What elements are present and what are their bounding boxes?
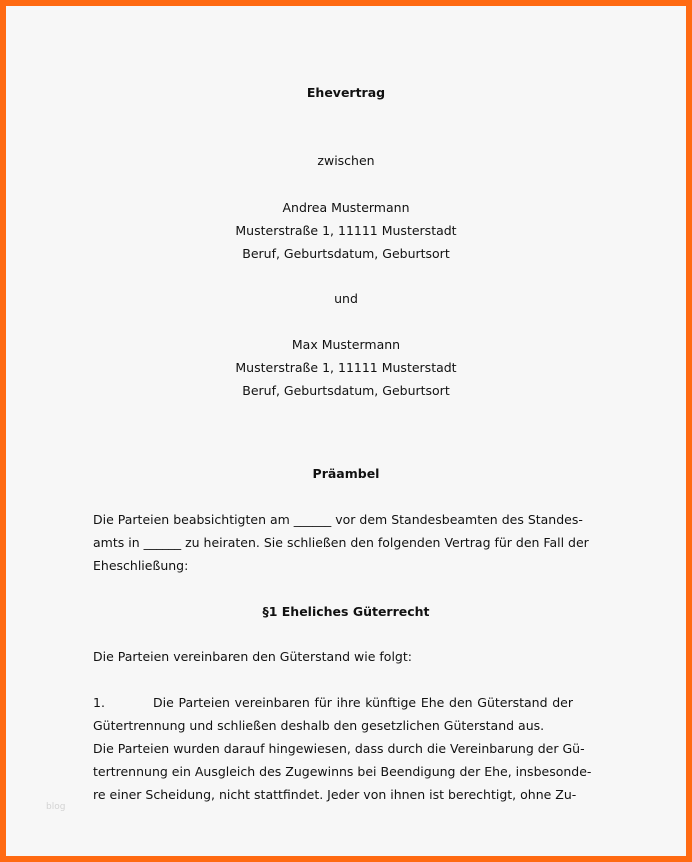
item-line: tertrennung ein Ausgleich des Zugewinns bei Beendigung der Ehe, insbesonde- (93, 764, 592, 779)
party1-address: Musterstraße 1, 11111 Musterstadt (235, 223, 457, 238)
preamble-line: Eheschließung: (93, 558, 189, 573)
item-line: Gütertrennung und schließen deshalb den gesetzlichen Güterstand aus. (93, 718, 545, 733)
preamble-line: amts in ______ zu heiraten. Sie schließen den folgenden Vertrag für den Fall der (93, 535, 589, 550)
and-text: und (334, 291, 358, 306)
watermark: blog (46, 802, 66, 812)
party1-details: Beruf, Geburtsdatum, Geburtsort (242, 246, 450, 261)
party1-name: Andrea Mustermann (282, 200, 410, 215)
preamble-heading: Präambel (312, 466, 380, 481)
document-page (6, 6, 686, 856)
section1-intro (93, 645, 573, 668)
item-line: Die Parteien vereinbaren für ihre künftige Ehe den Güterstand der (153, 695, 573, 710)
party2-address: Musterstraße 1, 11111 Musterstadt (235, 360, 457, 375)
section1-intro-text: Die Parteien vereinbaren den Güterstand wie folgt: (93, 649, 412, 664)
section1-heading: §1 Eheliches Güterrecht (262, 604, 430, 619)
party2-name: Max Mustermann (291, 337, 401, 352)
item-first-line (93, 691, 573, 714)
preamble-line: Die Parteien beabsichtigten am ______ vor dem Standesbeamten des Standes- (93, 512, 583, 527)
section1-item-1 (93, 691, 592, 806)
between-text: zwischen (317, 153, 375, 168)
party2-details: Beruf, Geburtsdatum, Geburtsort (242, 383, 450, 398)
item-line: Die Parteien wurden darauf hingewiesen, dass durch die Vereinbarung der Gü- (93, 741, 585, 756)
preamble-paragraph (93, 508, 589, 577)
document-title: Ehevertrag (306, 85, 386, 100)
item-number: 1. (93, 695, 105, 710)
item-line: re einer Scheidung, nicht stattfindet. Jeder von ihnen ist berechtigt, ohne Zu- (93, 787, 577, 802)
